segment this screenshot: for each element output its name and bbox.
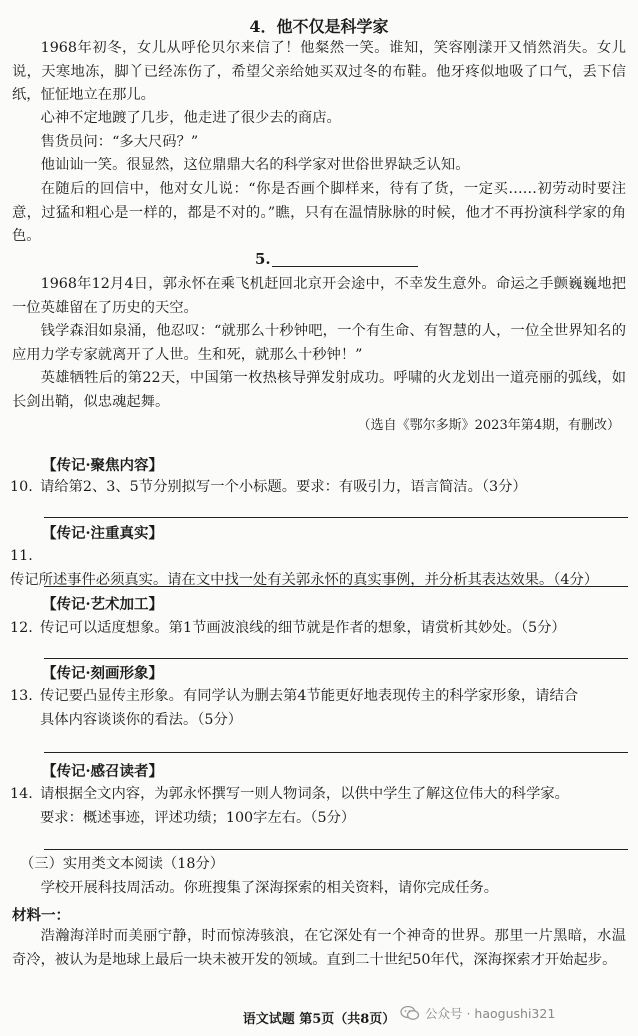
question-11 <box>10 545 628 592</box>
question-10 <box>10 476 628 500</box>
question-number: 12. <box>10 620 33 636</box>
material-text: 浩瀚海洋时而美丽宁静，时而惊涛骇浪，在它深处有一个神奇的世界。那里一片黑暗，水温奇冷，被认为是地球上最后一块未被开发的领域。直到二十世纪50年代，深海探索才开始起步。 <box>12 928 626 968</box>
question-text: 请根据全文内容，为郭永怀撰写一则人物词条，以供中学生了解这位伟大的科学家。 <box>40 786 569 802</box>
question-number: 11. <box>10 548 33 564</box>
question-text-line2: 要求：概述事迹，评述功绩；100字左右。（5分） <box>40 809 356 826</box>
question-text-line2: 具体内容谈谈你的看法。（5分） <box>40 711 243 728</box>
material-label: 材料一： <box>12 907 70 924</box>
part3-title: （三）实用类文本阅读（18分） <box>20 856 225 872</box>
tag-q12: 【传记·艺术加工】 <box>42 596 164 613</box>
answer-line-q10[interactable] <box>44 517 628 518</box>
section5-title-blank <box>272 266 418 267</box>
page-footer: 语文试题 第5页（共8页） <box>242 1012 396 1027</box>
question-text: 传记要凸显传主形象。有同学认为删去第4节能更好地表现传主的科学家形象，请结合 <box>40 688 579 704</box>
question-12 <box>10 617 628 641</box>
question-text: 传记可以适度想象。第1节画波浪线的细节就是作者的想象，请赏析其妙处。（5分） <box>40 620 566 636</box>
section5-number: 5. <box>255 250 271 268</box>
s5-paragraph-1: 1968年12月4日，郭永怀在乘飞机赶回北京开会途中，不幸发生意外。命运之手颤巍巍地把一位英雄留在了历史的天空。 <box>12 276 626 316</box>
tag-q14: 【传记·感召读者】 <box>42 763 164 780</box>
s4-paragraph-4: 他讪讪一笑。很显然，这位鼎鼎大名的科学家对世俗世界缺乏认知。 <box>40 157 470 173</box>
s4-paragraph-5: 在随后的回信中，他对女儿说：“你是否画个脚样来，待有了货，一定买……初劳动时要注意，过猛和粗心是一样的，都是不对的。”瞧，只有在温情脉脉的时候，他才不再扮演科学家的角色。 <box>12 181 626 244</box>
answer-line-q14[interactable] <box>44 849 628 850</box>
question-text: 传记所述事件必须真实。请在文中找一处有关郭永怀的真实事例，并分析其表达效果。（4分） <box>10 571 599 588</box>
s4-paragraph-2: 心神不定地踱了几步，他走进了很少去的商店。 <box>40 110 341 126</box>
watermark <box>400 1004 555 1022</box>
tag-q11: 【传记·注重真实】 <box>42 525 164 542</box>
tag-q10: 【传记·聚焦内容】 <box>42 457 164 474</box>
source-note: （选自《鄂尔多斯》2023年第4期，有删改） <box>357 418 620 433</box>
answer-line-q12[interactable] <box>44 658 628 659</box>
answer-line-q11[interactable] <box>44 586 628 587</box>
question-number: 10. <box>10 479 33 495</box>
wechat-icon <box>400 1005 420 1021</box>
question-text: 请给第2、3、5节分别拟写一个小标题。要求：有吸引力，语言简洁。（3分） <box>40 479 527 495</box>
s5-paragraph-2: 钱学森泪如泉涌，他忍叹：“就那么十秒钟吧，一个有生命、有智慧的人，一位全世界知名的应用力学专家就离开了人世。生和死，就那么十秒钟！” <box>12 323 626 363</box>
question-14 <box>10 783 628 830</box>
s4-paragraph-1: 1968年初冬，女儿从呼伦贝尔来信了！他粲然一笑。谁知，笑容刚漾开又悄然消失。女儿说，天寒地冻，脚丫已经冻伤了，希望父亲给她买双过冬的布鞋。他牙疼似地吸了口气，丢下信纸，怔怔地立在那儿。 <box>12 40 626 103</box>
section4-title: 4．他不仅是科学家 <box>249 17 389 36</box>
s5-paragraph-3: 英雄牺牲后的第22天，中国第一枚热核导弹发射成功。呼啸的火龙划出一道亮丽的弧线，如长剑出鞘，似忠魂起舞。 <box>12 370 626 410</box>
answer-line-q13[interactable] <box>44 752 628 753</box>
question-13 <box>10 685 628 732</box>
question-number: 14. <box>10 786 33 802</box>
tag-q13: 【传记·刻画形象】 <box>42 665 164 682</box>
watermark-text: 公众号 · haogushi321 <box>425 1006 556 1021</box>
question-number: 13. <box>10 688 33 704</box>
part3-intro: 学校开展科技周活动。你班搜集了深海探索的相关资料，请你完成任务。 <box>40 880 499 896</box>
s4-paragraph-3: 售货员问：“多大尺码？” <box>40 134 199 150</box>
